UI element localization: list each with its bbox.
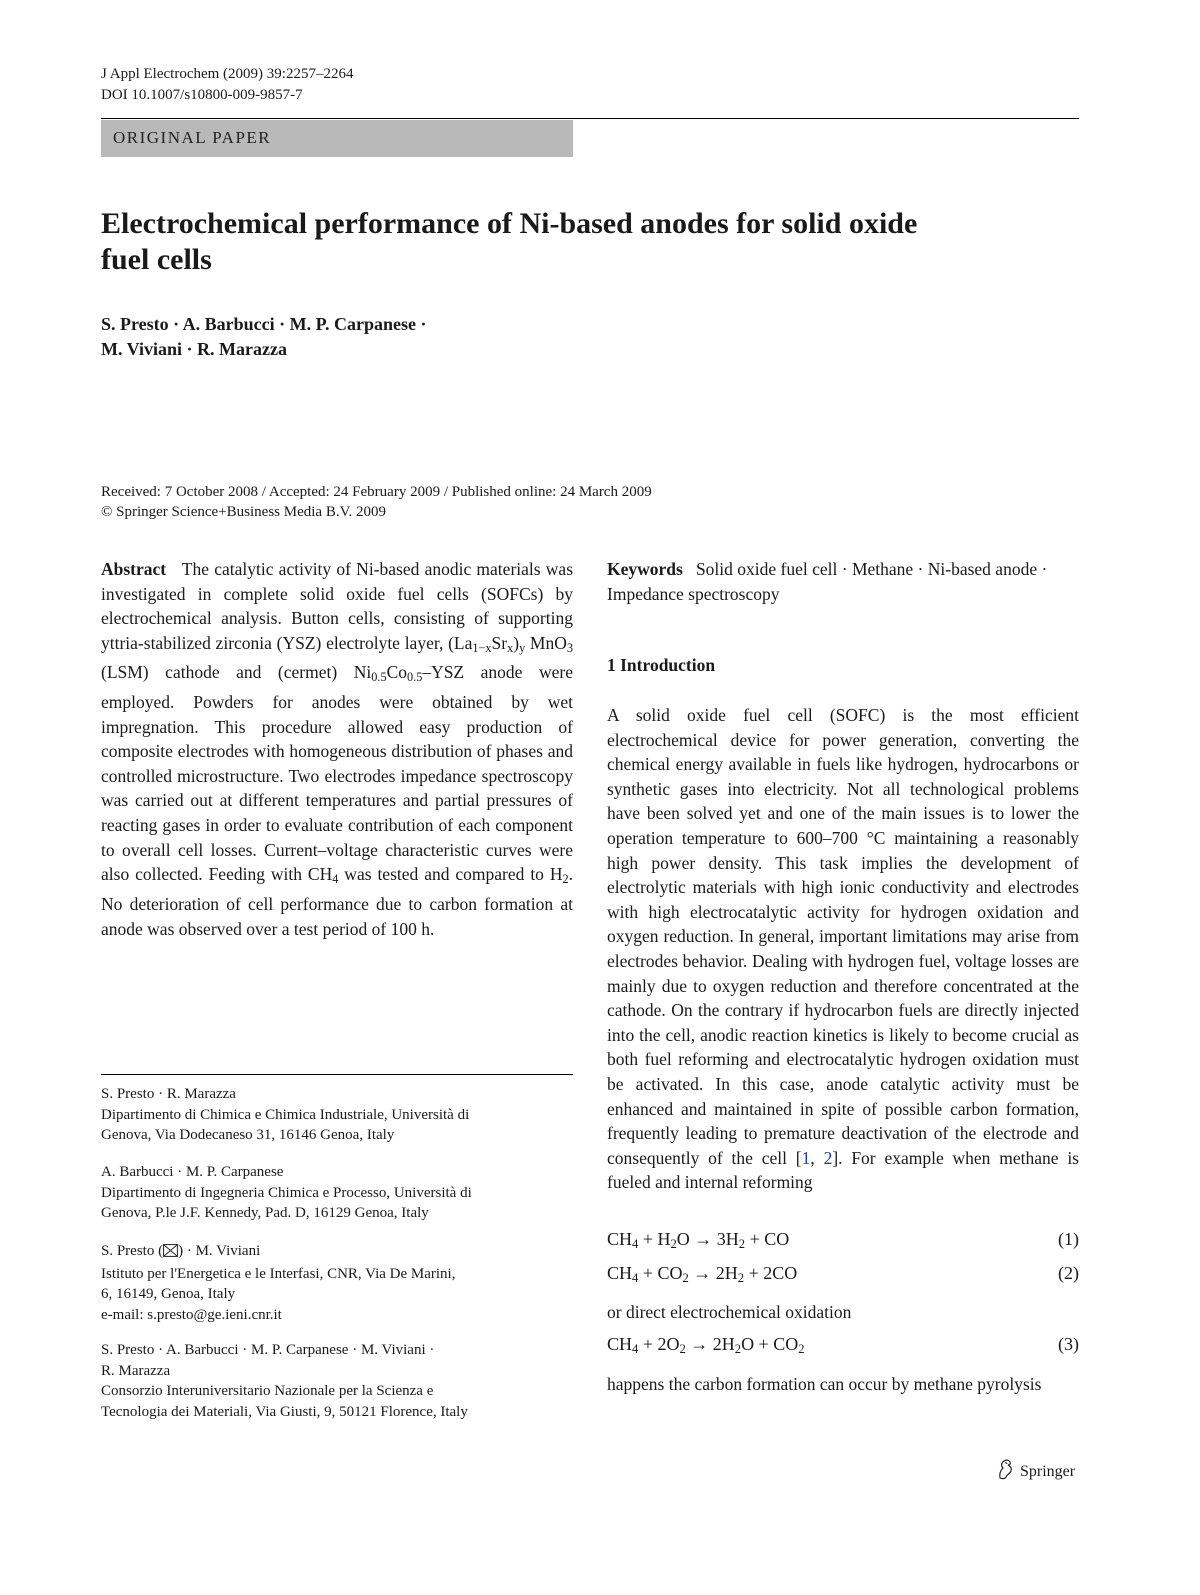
affiliation-authors: S. Presto · A. Barbucci · M. P. Carpanese · M. Viviani · [101,1342,435,1358]
affiliation-address: Tecnologia dei Materiali, Via Giusti, 9, 50121 Florence, Italy [101,1403,468,1420]
keywords-list: Solid oxide fuel cell · Methane · Ni-based anode · Impedance spectroscopy [607,559,1048,604]
keywords-heading: Keywords [607,559,683,579]
title-line-1: Electrochemical performance of Ni-based anodes for solid oxide [101,207,918,240]
affiliations-rule [101,1074,573,1075]
doi[interactable]: DOI 10.1007/s10800-009-9857-7 [101,87,303,103]
affiliation-address: Genova, Via Dodecaneso 31, 16146 Genoa, Italy [101,1127,395,1143]
equation-2-body: $CH_4 + CO_2 \to 2H_2 + 2CO$ [607,1263,798,1286]
affiliation-4 [101,1340,573,1422]
affiliation-authors: S. Presto ( ) · M. Viviani [101,1241,573,1264]
publisher-logo [996,1458,1075,1485]
affiliation-address: Dipartimento di Chimica e Chimica Industriale, Università di [101,1106,470,1123]
equation-1-number: (1) [1058,1229,1079,1249]
affiliation-authors: R. Marazza [101,1362,171,1379]
text-after-equations: happens the carbon formation can occur by methane pyrolysis [607,1374,1042,1394]
affiliation-address: Consorzio Interuniversitario Nazionale per la Scienza e [101,1383,434,1399]
affiliation-address: Dipartimento di Ingegneria Chimica e Processo, Università di [101,1184,472,1201]
article-type-banner [101,120,573,157]
equation-1-body: $CH_4 + H_2O \to 3H_2$ + CO [607,1229,790,1252]
copyright-notice: © Springer Science+Business Media B.V. 2009 [101,504,386,520]
author-list [101,312,427,362]
citation-link-1[interactable]: 1 [801,1147,811,1168]
header-rule [101,118,1079,119]
equation-3-body: $CH_4 + 2O_2 \to 2H_2O + CO_2$ [607,1334,805,1357]
authors-line-1: S. Presto · A. Barbucci · M. P. Carpanese · [101,314,427,334]
corresponding-email[interactable]: e-mail: s.presto@ge.ieni.cnr.it [101,1306,282,1323]
envelope-icon[interactable] [163,1243,178,1264]
authors-line-2: M. Viviani · R. Marazza [101,339,287,359]
paper-title [101,206,1021,278]
text-between-equations: or direct electrochemical oxidation [607,1302,852,1322]
abstract [101,557,573,941]
equation-2 [607,1263,1079,1287]
affiliation-authors: S. Presto · R. Marazza [101,1086,236,1102]
affiliation-2 [101,1162,573,1224]
abstract-heading: Abstract [101,559,167,579]
journal-reference: J Appl Electrochem (2009) 39:2257–2264 [101,66,354,82]
equation-1 [607,1229,1079,1253]
received-accepted-published: Received: 7 October 2008 / Accepted: 24 February 2009 / Published online: 24 March 2009 [101,484,652,500]
article-type-label: ORIGINAL PAPER [113,128,272,147]
equation-2-number: (2) [1058,1263,1079,1283]
equation-3-number: (3) [1058,1334,1079,1354]
springer-horse-icon [996,1458,1020,1485]
citation-link-2[interactable]: 2 [823,1147,833,1168]
abstract-text: The catalytic activity of Ni-based anodic materials was investigated in complete solid oxide fuel cells (SOFCs) by electrochemical analysis. Button cells, consisting of supporting yttria-stabilized zirconia (YSZ) electrolyte layer, $(La_{1-x}Sr_x)_y$ MnO$_3$ (LSM) cathode and (cermet) $Ni_{0.5}Co_{0.5}$–YSZ anode were employed. Powders for anodes were obtained by wet impregnation. This procedure allowed easy production of composite electrodes with homogeneous distribution of phases and controlled microstructure. Two electrodes impedance spectroscopy was carried out at different temperatures and partial pressures of reacting gases in order to evaluate contribution of each component to overall cell losses. Current–voltage characteristic curves were also collected. Feeding with $CH_4$ was tested and compared to $H_2$. No deterioration of cell performance due to carbon formation at anode was observed over a test period of 100 h. [101,559,574,939]
introduction-paragraph: A solid oxide fuel cell (SOFC) is the most efficient electrochemical device for power generation, converting the chemical energy available in fuels like hydrogen, hydrocarbons or synthetic gases into electricity. Not all technological problems have been solved yet and one of the main issues is to lower the operation temperature to 600–700 °C maintaining a reasonably high power density. This task implies the development of electrolytic materials with high ionic conductivity and electrodes with high electrocatalytic activity for hydrogen oxidation and oxygen reduction. In general, important limitations may arise from electrodes behavior. Dealing with hydrogen fuel, voltage losses are mainly due to oxygen reduction and therefore concentrated at the cathode. On the contrary if hydrocarbon fuels are directly injected into the cell, anodic reaction kinetics is likely to become crucial as both fuel reforming and electrocatalytic hydrogen oxidation must be activated. In this case, anode catalytic activity must be enhanced and maintained in spite of possible carbon formation, frequently leading to premature deactivation of the electrode and consequently of the cell [1, 2]. For example when methane is fueled and internal reforming [607,705,1079,1193]
keywords [607,557,1079,606]
title-line-2: fuel cells [101,243,212,276]
publisher-name: Springer [1020,1462,1076,1480]
section-heading-introduction: 1 Introduction [607,655,716,675]
affiliation-address: 6, 16149, Genoa, Italy [101,1286,236,1302]
publication-dates [101,482,652,522]
affiliation-3 [101,1241,573,1325]
affiliation-address: Istituto per l'Energetica e le Interfasi, CNR, Via De Marini, [101,1265,456,1282]
affiliation-address: Genova, P.le J.F. Kennedy, Pad. D, 16129 Genoa, Italy [101,1205,429,1221]
affiliation-authors: A. Barbucci · M. P. Carpanese [101,1164,284,1180]
equation-3 [607,1334,1079,1358]
journal-citation [101,64,353,106]
affiliation-1 [101,1084,573,1146]
